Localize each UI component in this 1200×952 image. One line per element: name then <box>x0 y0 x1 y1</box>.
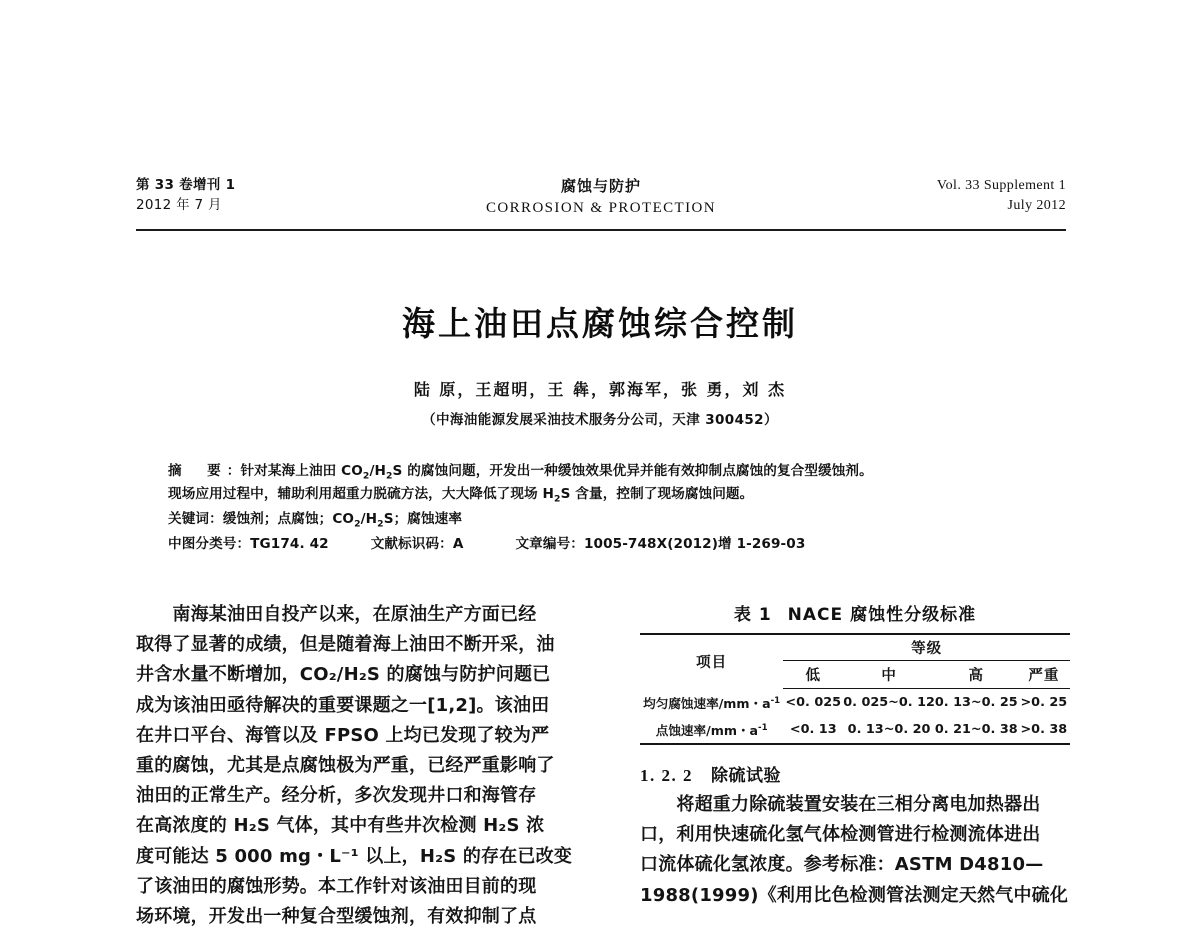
body-line: 在井口平台、海管以及 FPSO 上均已发现了较为严 <box>136 724 550 746</box>
doc-code-label: 文献标识码 <box>370 535 440 552</box>
header-divider-rule <box>136 229 1066 231</box>
table-header-level-high: 高 <box>935 661 1018 689</box>
abstract-text-1a: ：针对某海上油田 CO <box>226 463 363 479</box>
volume-issue-en: Vol. 33 Supplement 1 <box>936 178 1066 193</box>
table-header-grade: 等级 <box>783 634 1070 661</box>
section-title: 除硫试验 <box>711 766 781 786</box>
running-head-right <box>937 176 1066 217</box>
keywords-text-c: S；腐蚀速率 <box>383 511 463 527</box>
clc-label: 中图分类号 <box>168 535 237 552</box>
row-label-superscript: -1 <box>770 695 781 706</box>
row-label-superscript: -1 <box>758 722 768 733</box>
abstract-text-2b: S 含量，控制了现场腐蚀问题。 <box>560 485 754 502</box>
running-head-center <box>136 176 1066 220</box>
body-line: 重的腐蚀，尤其是点腐蚀极为严重，已经严重影响了 <box>136 755 555 777</box>
body-line: 在高浓度的 H₂S 气体，其中有些井次检测 H₂S 浓 <box>136 815 545 837</box>
section-heading-1-2-2 <box>640 761 1070 786</box>
cell-value: <0. 025 <box>785 695 842 710</box>
keywords-text-b: /H <box>360 511 378 527</box>
page-title: 海上油田点腐蚀综合控制 <box>402 304 798 343</box>
table-caption <box>640 600 1070 625</box>
body-line: 口，利用快速硫化氢气体检测管进行检测流体进出 <box>640 824 1041 846</box>
section-paragraph <box>640 790 1070 911</box>
author-list: 陆 原，王超明，王 犇，郭海军，张 勇，刘 杰 <box>413 380 787 399</box>
table-caption-number: 表 1 <box>733 605 772 625</box>
abstract-sub-2: 2 <box>385 470 393 482</box>
table-row <box>640 689 1070 717</box>
body-line: 成为该油田亟待解决的重要课题之一[1,2]。该油田 <box>136 694 550 716</box>
keywords-label: 关键词 <box>168 511 210 527</box>
abstract-text-1c: S 的腐蚀问题，开发出一种缓蚀效果优异并能有效抑制点腐蚀的复合型缓蚀剂。 <box>392 463 873 479</box>
table-header-row-top <box>640 634 1070 661</box>
body-line: 井含水量不断增加，CO₂/H₂S 的腐蚀与防护问题已 <box>136 664 551 686</box>
doc-code-value: ：A <box>439 535 464 552</box>
journal-title-cn: 腐蚀与防护 <box>560 177 641 195</box>
keywords-sub-1: 2 <box>354 518 361 530</box>
abstract-label: 摘 要 <box>168 463 227 479</box>
table-header-level-low: 低 <box>783 661 843 689</box>
abstract-sub-1: 2 <box>362 470 370 482</box>
table-header-level-severe: 严重 <box>1018 661 1070 689</box>
clc-value: ：TG174. 42 <box>236 535 329 552</box>
body-line: 油田的正常生产。经分析，多次发现井口和海管存 <box>136 785 537 807</box>
body-line <box>640 790 1070 820</box>
body-column-right <box>640 600 1070 911</box>
keywords-text-a: ：缓蚀剂；点腐蚀；CO <box>209 511 355 527</box>
issue-date-en: July 2012 <box>1007 198 1066 214</box>
body-line: 取得了显著的成绩，但是随着海上油田不断开采，油 <box>136 634 555 656</box>
running-head <box>136 176 1066 224</box>
body-line: 了该油田的腐蚀形势。本工作针对该油田目前的现 <box>136 875 537 897</box>
row-label-uniform-corrosion-rate <box>640 689 783 717</box>
body-line <box>136 600 602 630</box>
abstract-text-1b: /H <box>369 463 386 479</box>
cell-value: 0. 025~0. 12 <box>843 695 935 710</box>
issue-date-cn: 2012 年 7 月 <box>136 196 222 213</box>
intro-paragraph <box>136 600 602 932</box>
table-header-level-medium: 中 <box>843 661 935 689</box>
body-line-text: 南海某油田自投产以来，在原油生产方面已经 <box>172 604 537 625</box>
abstract-line-1 <box>168 460 1048 483</box>
section-number: 1. 2. 2 <box>640 766 693 785</box>
body-line: 度可能达 5 000 mg・L⁻¹ 以上，H₂S 的存在已改变 <box>136 845 573 867</box>
body-line-text: 将超重力除硫装置安装在三相分离电加热器出 <box>676 794 1041 815</box>
volume-issue-cn: 第 33 卷增刊 1 <box>136 177 236 193</box>
cell-value: >0. 25 <box>1020 695 1068 710</box>
article-id-value: ：1005-748X(2012)增 1-269-03 <box>570 535 806 552</box>
keywords-line <box>168 508 1048 531</box>
journal-title-en: CORROSION & PROTECTION <box>486 199 716 216</box>
author-affiliation: （中海油能源发展采油技术服务分公司，天津 300452） <box>422 412 778 428</box>
abstract-text-2a: 现场应用过程中，辅助利用超重力脱硫方法，大大降低了现场 H <box>168 485 555 502</box>
body-line: 场环境，开发出一种复合型缓蚀剂，有效抑制了点 <box>136 906 537 928</box>
row-label-text: 点蚀速率/mm・a <box>655 723 759 738</box>
table-row <box>640 716 1070 744</box>
row-label-pitting-rate <box>640 716 783 744</box>
cell-value: 0. 13~0. 20 <box>843 716 935 744</box>
cell-value: 0. 21~0. 38 <box>935 716 1018 744</box>
classification-line <box>168 533 1048 556</box>
body-line: 1988(1999)《利用比色检测管法测定天然气中硫化 <box>640 884 1069 906</box>
cell-value: <0. 13 <box>783 716 843 744</box>
table-header-item: 项目 <box>640 634 783 689</box>
body-line: 口流体硫化氢浓度。参考标准：ASTM D4810— <box>640 854 1044 876</box>
row-label-text: 均匀腐蚀速率/mm・a <box>643 695 771 711</box>
abstract-sub-3: 2 <box>554 493 561 505</box>
abstract-line-2 <box>168 483 1048 506</box>
cell-value: 0. 13~0. 25 <box>934 695 1018 710</box>
nace-corrosion-table <box>640 633 1070 745</box>
table-caption-text: NACE 腐蚀性分级标准 <box>787 605 977 625</box>
body-column-left <box>136 600 602 932</box>
keywords-sub-2: 2 <box>377 518 384 530</box>
abstract-block <box>168 460 1048 555</box>
cell-value: >0. 38 <box>1018 716 1070 744</box>
article-id-label: 文章编号 <box>515 535 571 552</box>
